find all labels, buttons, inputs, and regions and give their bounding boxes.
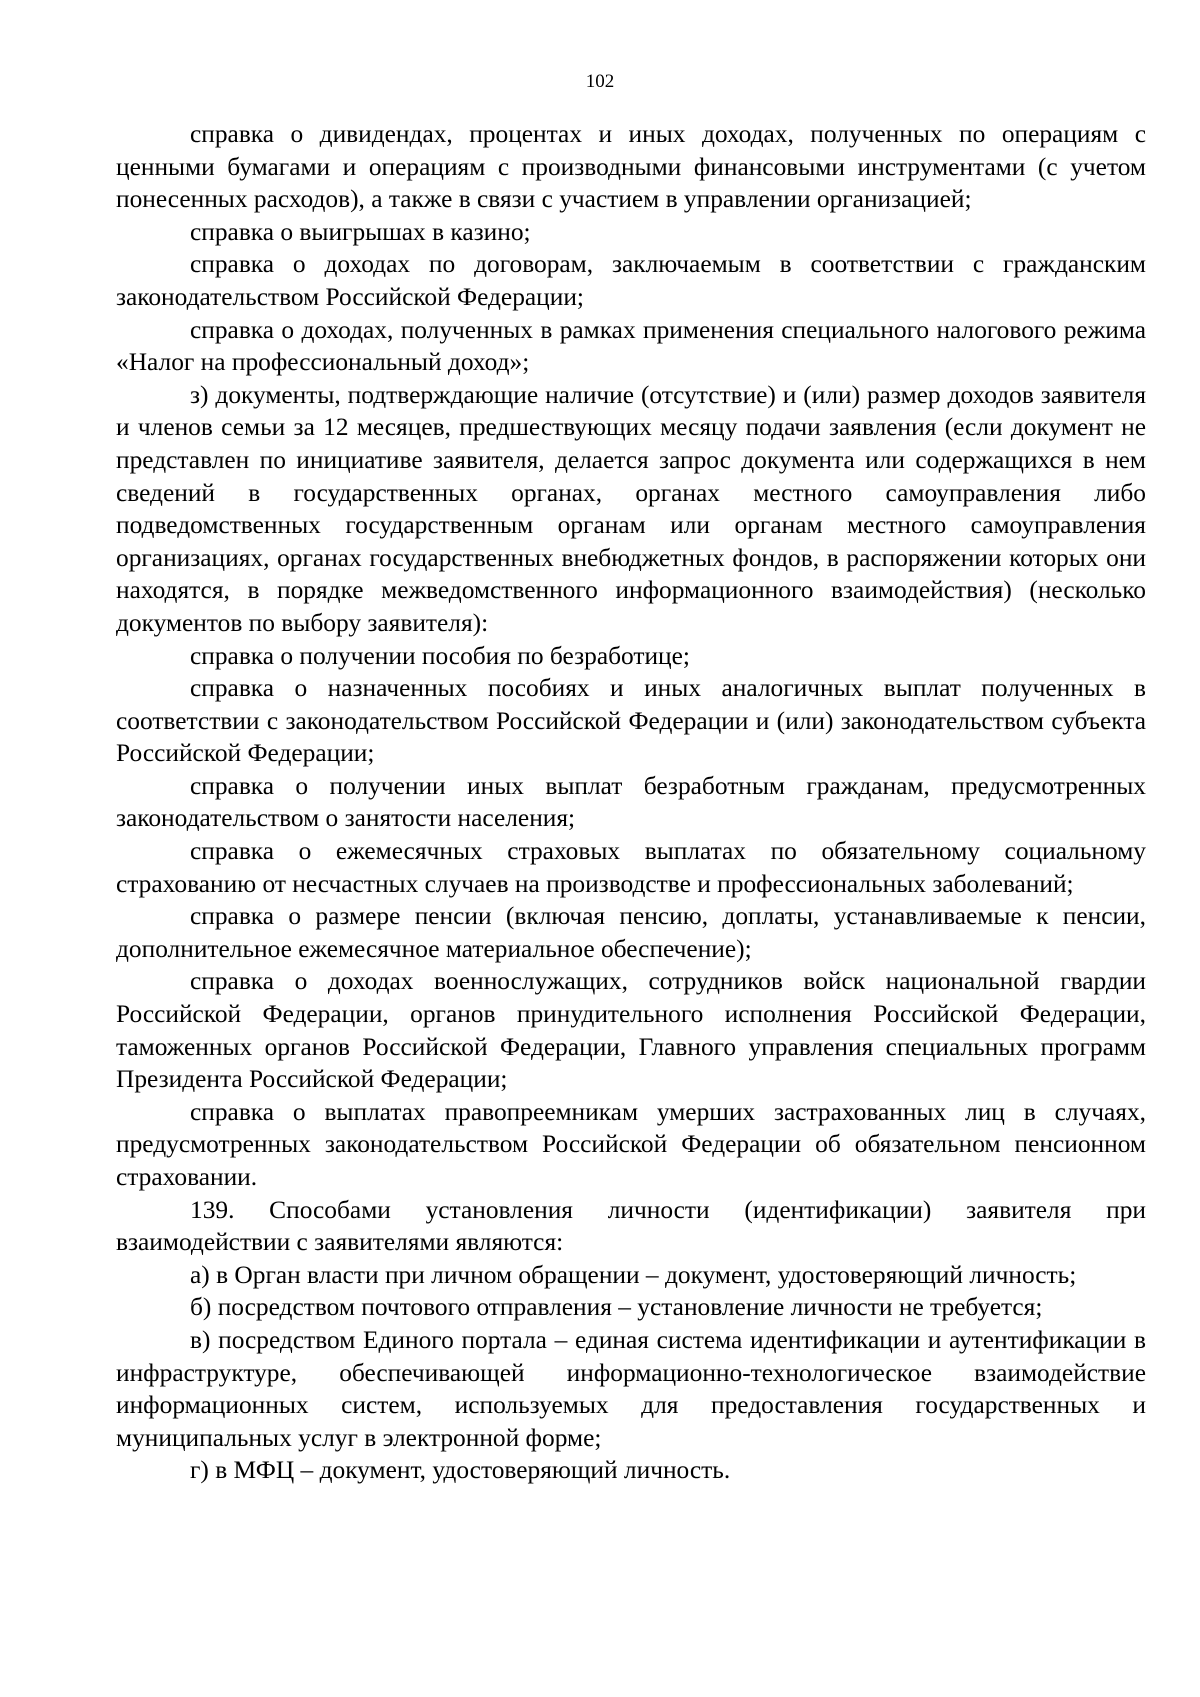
- paragraph: справка о доходах по договорам, заключаемым в соответствии с гражданским законодательством Российской Федерации;: [116, 250, 1146, 311]
- paragraph: справка о ежемесячных страховых выплатах по обязательному социальному страхованию от несчастных случаев на производстве и профессиональных заболеваний;: [116, 837, 1146, 898]
- paragraph: справка о доходах, полученных в рамках применения специального налогового режима «Налог на профессиональный доход»;: [116, 315, 1146, 377]
- page-number: 102: [585, 71, 615, 92]
- paragraph: справка о доходах военнослужащих, сотрудников войск национальной гвардии Российской Федерации, органов принудительного исполнения Российской Федерации, таможенных органов Российской Федерации, Главного управления специальных программ Президента Российской Федерации;: [116, 967, 1146, 1094]
- paragraph: б) посредством почтового отправления – установление личности не требуется;: [190, 1293, 1043, 1322]
- paragraph: справка о выигрышах в казино;: [190, 217, 531, 246]
- paragraph: справка о получении пособия по безработице;: [190, 641, 690, 670]
- paragraph: з) документы, подтверждающие наличие (отсутствие) и (или) размер доходов заявителя и членов семьи за 12 месяцев, предшествующих месяцу подачи заявления (если документ не представлен по инициативе заявителя, делается запрос документа или содержащихся в нем сведений в государственных органах, органах местного самоуправления либо подведомственных государственным органам или органам местного самоуправления организациях, органах государственных внебюджетных фондов, в распоряжении которых они находятся, в порядке межведомственного информационного взаимодействия) (несколько документов по выбору заявителя):: [116, 380, 1146, 637]
- paragraph: 139. Способами установления личности (идентификации) заявителя при взаимодействии с заявителями являются:: [116, 1195, 1146, 1257]
- paragraph: а) в Орган власти при личном обращении – документ, удостоверяющий личность;: [190, 1260, 1077, 1289]
- paragraph: справка о размере пенсии (включая пенсию, доплаты, устанавливаемые к пенсии, дополнительное ежемесячное материальное обеспечение);: [116, 902, 1146, 963]
- paragraph: г) в МФЦ – документ, удостоверяющий личность.: [190, 1456, 731, 1485]
- document-body: [116, 118, 1146, 1487]
- paragraph: справка о назначенных пособиях и иных аналогичных выплат полученных в соответствии с законодательством Российской Федерации и (или) законодательством субъекта Российской Федерации;: [116, 674, 1146, 768]
- paragraph: справка о выплатах правопреемникам умерших застрахованных лиц в случаях, предусмотренных законодательством Российской Федерации об обязательном пенсионном страховании.: [116, 1097, 1146, 1191]
- paragraph: в) посредством Единого портала – единая система идентификации и аутентификации в инфраструктуре, обеспечивающей информационно-технологическое взаимодействие информационных систем, используемых для предоставления государственных и муниципальных услуг в электронной форме;: [116, 1325, 1146, 1452]
- paragraph: справка о получении иных выплат безработным гражданам, предусмотренных законодательством о занятости населения;: [116, 771, 1146, 833]
- paragraph: справка о дивидендах, процентах и иных доходах, полученных по операциям с ценными бумагами и операциям с производными финансовыми инструментами (с учетом понесенных расходов), а также в связи с участием в управлении организацией;: [116, 120, 1146, 214]
